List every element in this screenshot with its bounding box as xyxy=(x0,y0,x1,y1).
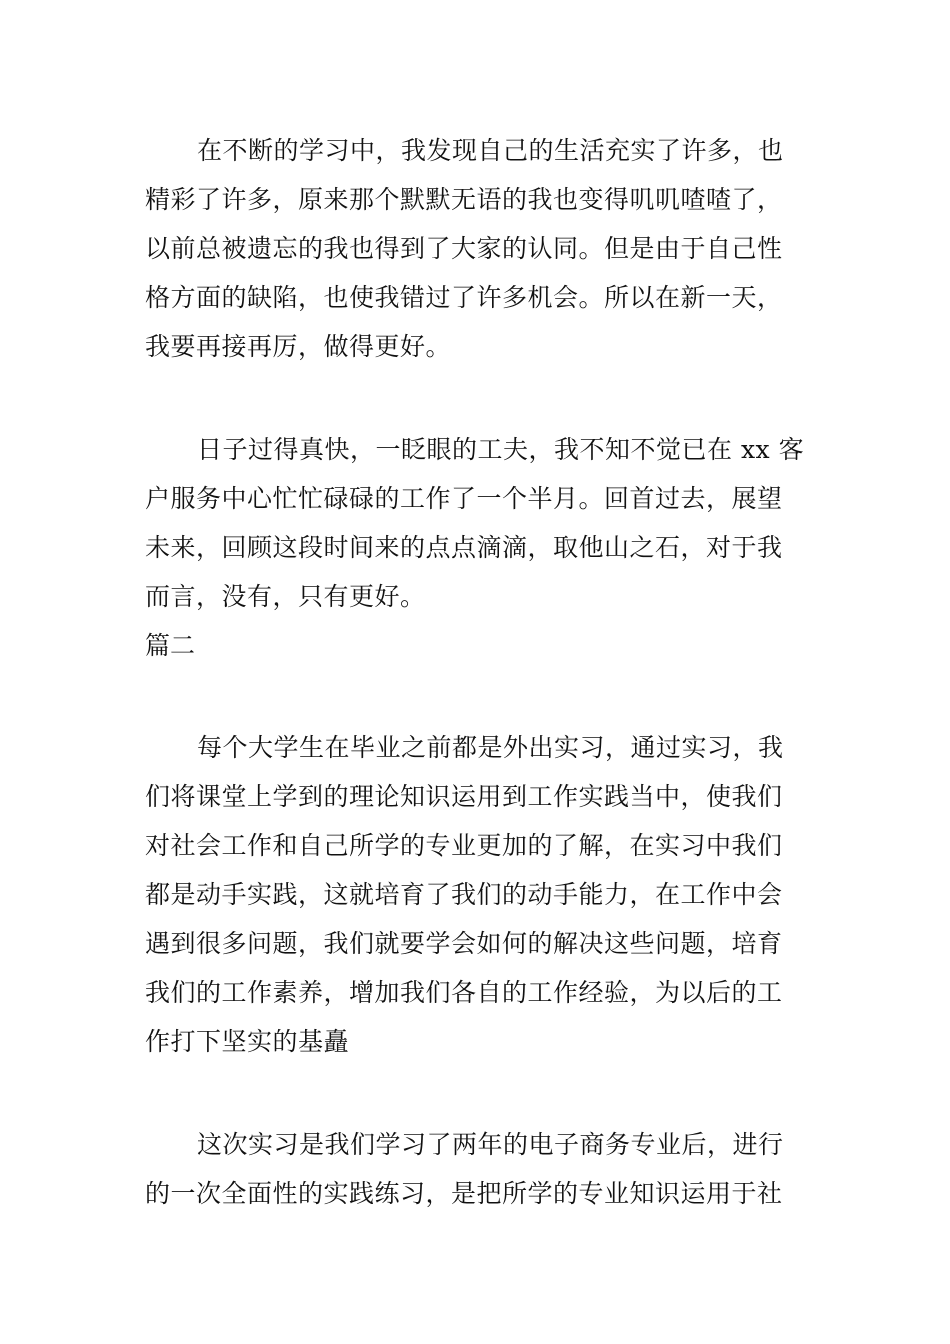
paragraph-line: 在不断的学习中，我发现自己的生活充实了许多，也 xyxy=(197,136,784,165)
paragraph-3 xyxy=(145,723,815,1066)
section-heading: 篇二 xyxy=(145,631,196,660)
paragraph-line: 这次实习是我们学习了两年的电子商务专业后，进行 xyxy=(197,1130,784,1159)
paragraph-line: 每个大学生在毕业之前都是外出实习，通过实习，我 xyxy=(197,733,784,762)
paragraph-line: 的一次全面性的实践练习，是把所学的专业知识运用于社 xyxy=(145,1179,783,1208)
paragraph-line: 我要再接再厉，做得更好。 xyxy=(145,332,452,361)
paragraph-line: 日子过得真快，一眨眼的工夫，我不知不觉已在 xx 客 xyxy=(197,435,805,464)
paragraph-line: 以前总被遗忘的我也得到了大家的认同。但是由于自己性 xyxy=(145,234,783,263)
paragraph-line: 遇到很多问题，我们就要学会如何的解决这些问题，培育 xyxy=(145,929,783,958)
paragraph-line: 都是动手实践，这就培育了我们的动手能力，在工作中会 xyxy=(145,880,783,909)
paragraph-line: 作打下坚实的基矗 xyxy=(145,1027,350,1056)
paragraph-2 xyxy=(145,425,815,621)
paragraph-4 xyxy=(145,1120,815,1218)
paragraph-line: 而言，没有，只有更好。 xyxy=(145,582,426,611)
paragraph-line: 格方面的缺陷，也使我错过了许多机会。所以在新一天， xyxy=(145,283,783,312)
paragraph-line: 们将课堂上学到的理论知识运用到工作实践当中，使我们 xyxy=(145,782,783,811)
paragraph-line: 我们的工作素养，增加我们各自的工作经验，为以后的工 xyxy=(145,978,783,1007)
paragraph-line: 未来，回顾这段时间来的点点滴滴，取他山之石，对于我 xyxy=(145,533,783,562)
paragraph-1 xyxy=(145,126,815,371)
paragraph-line: 对社会工作和自己所学的专业更加的了解，在实习中我们 xyxy=(145,831,783,860)
paragraph-line: 精彩了许多，原来那个默默无语的我也变得叽叽喳喳了， xyxy=(145,185,783,214)
paragraph-line: 户服务中心忙忙碌碌的工作了一个半月。回首过去，展望 xyxy=(145,484,783,513)
